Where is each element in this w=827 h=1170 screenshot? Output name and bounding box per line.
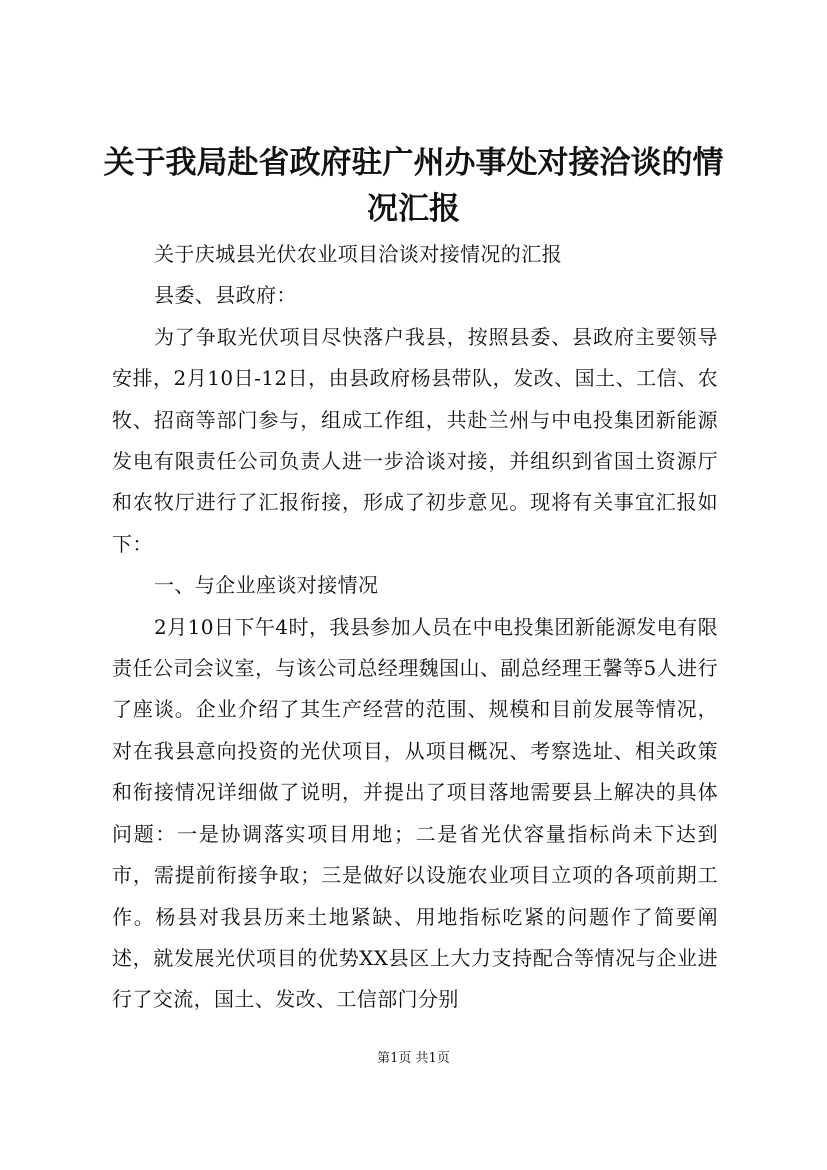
section-heading: 一、与企业座谈对接情况 — [154, 573, 379, 598]
salutation: 县委、县政府： — [154, 283, 297, 308]
page-footer: 第1页 共1页 — [377, 1051, 450, 1066]
meeting-paragraph: 2月10日下午4时，我县参加人员在中电投集团新能源发电有限责任公司会议室，与该公司总经理魏国山、副总经理王馨等5人进行了座谈。企业介绍了其生产经营的范围、规模和目前发展等情况，对在我县意向投资的光伏项目，从项目概况、考察选址、相关政策和衔接情况详细做了说明，并提出了项目落地需要县上解决的具体问题：一是协调落实项目用地；二是省光伏容量指标尚未下达到市，需提前衔接争取；三是做好以设施农业项目立项的各项前期工作。杨县对我县历来土地紧缺、用地指标吃紧的问题作了简要阐述，就发展光伏项目的优势XX县区上大力支持配合等情况与企业进行了交流，国土、发改、工信部门分别 — [112, 614, 718, 1012]
document-body — [112, 234, 718, 1021]
document-title: 关于我局赴省政府驻广州办事处对接洽谈的情况汇报 — [103, 145, 724, 227]
report-subtitle: 关于庆城县光伏农业项目洽谈对接情况的汇报 — [154, 242, 562, 266]
intro-paragraph: 为了争取光伏项目尽快落户我县，按照县委、县政府主要领导安排，2月10日-12日，由县政府杨县带队，发改、国土、工信、农牧、招商等部门参与，组成工作组，共赴兰州与中电投集团新能源发电有限责任公司负责人进一步洽谈对接，并组织到省国土资源厅和农牧厅进行了汇报衔接，形成了初步意见。现将有关事宜汇报如下： — [112, 324, 718, 556]
